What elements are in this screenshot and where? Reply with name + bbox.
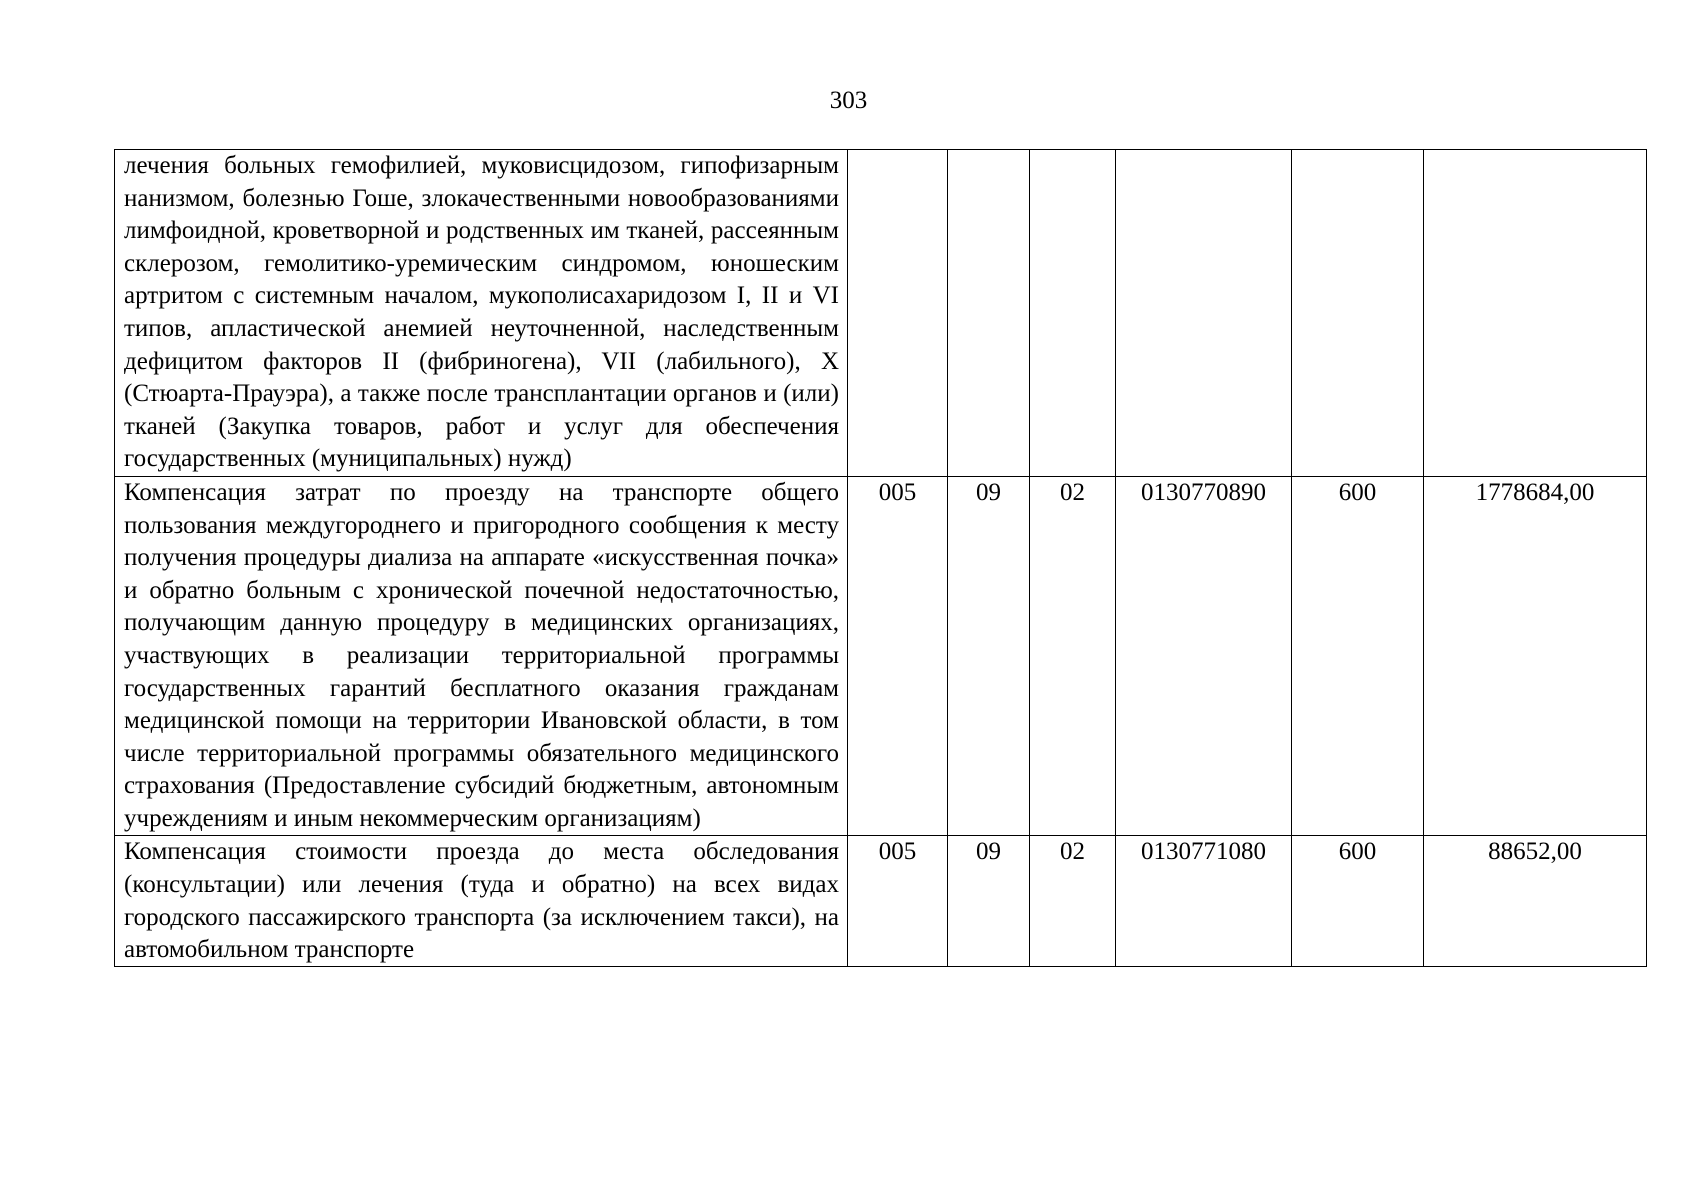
sum-cell: 1778684,00 bbox=[1424, 476, 1647, 836]
table-row bbox=[115, 836, 1647, 967]
csr-cell: 0130770890 bbox=[1116, 476, 1292, 836]
vr-cell: 600 bbox=[1292, 476, 1424, 836]
row-name-cell: Компенсация затрат по проезду на транспорте общего пользования междугороднего и пригородного сообщения к месту получения процедуры диализа на аппарате «искусственная почка» и обратно больным с хронической почечной недостаточностью, получающим данную процедуру в медицинских организациях, участвующих в реализации территориальной программы государственных гарантий бесплатного оказания гражданам медицинской помощи на территории Ивановской области, в том числе территориальной программы обязательного медицинского страхования (Предоставление субсидий бюджетным, автономным учреждениям и иным некоммерческим организациям) bbox=[115, 476, 848, 836]
ved-cell bbox=[848, 150, 948, 477]
rz-cell bbox=[948, 150, 1030, 477]
budget-table bbox=[114, 149, 1647, 967]
sum-cell: 88652,00 bbox=[1424, 836, 1647, 967]
pr-cell: 02 bbox=[1030, 476, 1116, 836]
row-name-text: Компенсация стоимости проезда до места обследования (консультации) или лечения (туда и обратно) на всех видах городского пассажирского транспорта (за исключением такси), на автомобильном транспорте bbox=[124, 838, 839, 964]
csr-cell bbox=[1116, 150, 1292, 477]
vr-cell bbox=[1292, 150, 1424, 477]
ved-cell: 005 bbox=[848, 476, 948, 836]
ved-cell: 005 bbox=[848, 836, 948, 967]
page-number: 303 bbox=[829, 87, 868, 114]
vr-cell: 600 bbox=[1292, 836, 1424, 967]
row-name-cell bbox=[115, 836, 848, 967]
pr-cell bbox=[1030, 150, 1116, 477]
row-name-cell: лечения больных гемофилией, муковисцидозом, гипофизарным нанизмом, болезнью Гоше, злокачественными новообразованиями лимфоидной, кроветворной и родственных им тканей, рассеянным склерозом, гемолитико-уремическим синдромом, юношеским артритом с системным началом, мукополисахаридозом I, II и VI типов, апластической анемией неуточненной, наследственным дефицитом факторов II (фибриногена), VII (лабильного), X (Стюарта-Прауэра), а также после трансплантации органов и (или) тканей (Закупка товаров, работ и услуг для обеспечения государственных (муниципальных) нужд) bbox=[115, 150, 848, 477]
table-row bbox=[115, 476, 1647, 836]
rz-cell: 09 bbox=[948, 836, 1030, 967]
table-row bbox=[115, 150, 1647, 477]
rz-cell: 09 bbox=[948, 476, 1030, 836]
pr-cell: 02 bbox=[1030, 836, 1116, 967]
sum-cell bbox=[1424, 150, 1647, 477]
csr-cell: 0130771080 bbox=[1116, 836, 1292, 967]
